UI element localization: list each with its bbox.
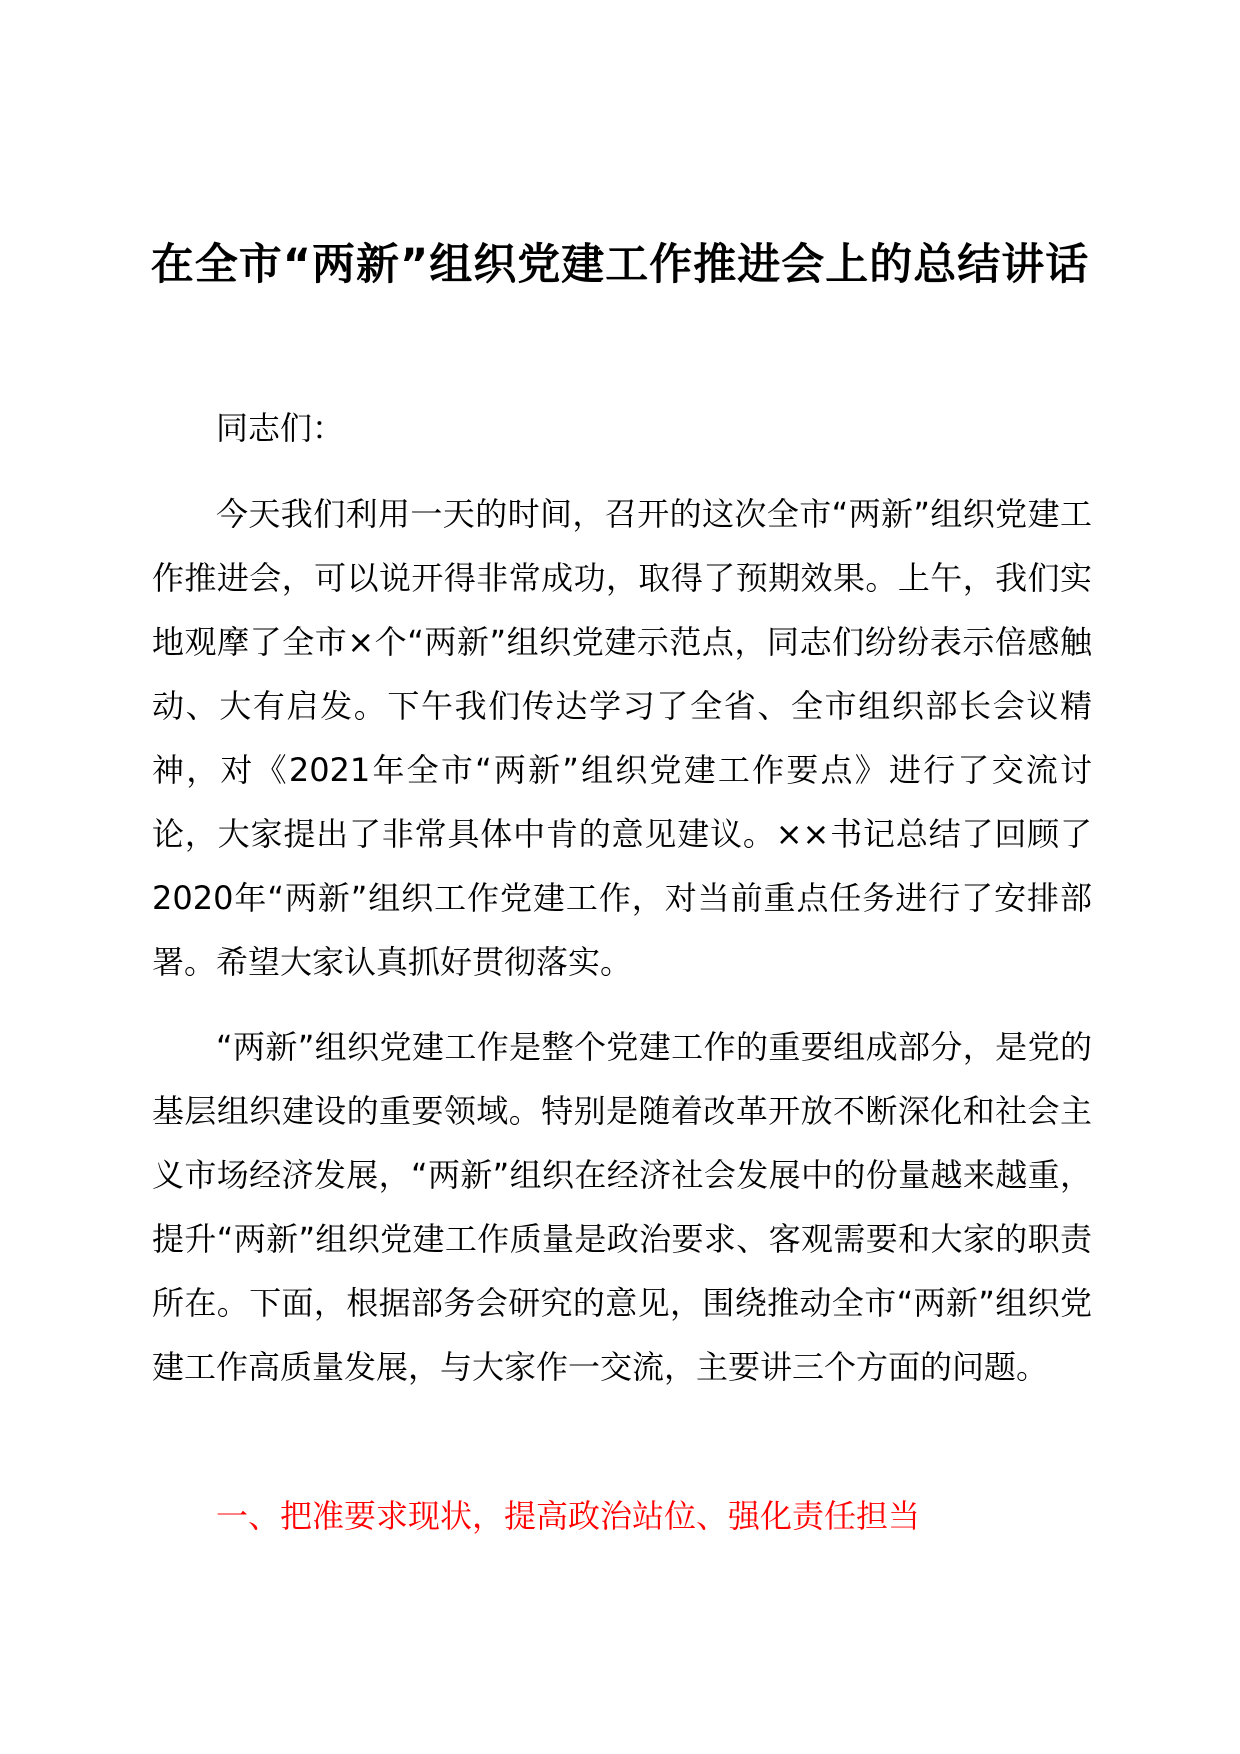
section-heading-1: 一、把准要求现状，提高政治站位、强化责任担当 — [216, 1497, 921, 1535]
paragraph-2: “两新”组织党建工作是整个党建工作的重要组成部分，是党的基层组织建设的重要领域。特别是随着改革开放不断深化和社会主义市场经济发展，“两新”组织在经济社会发展中的份量越来越重，提升“两新”组织党建工作质量是政治要求、客观需要和大家的职责所在。下面，根据部务会研究的意见，围绕推动全市“两新”组织党建工作高质量发展，与大家作一交流，主要讲三个方面的问题。 — [152, 1028, 1092, 1386]
document-title: 在全市“两新”组织党建工作推进会上的总结讲话 — [150, 240, 1090, 290]
salutation: 同志们： — [216, 409, 345, 447]
paragraph-1: 今天我们利用一天的时间，召开的这次全市“两新”组织党建工作推进会，可以说开得非常成功，取得了预期效果。上午，我们实地观摩了全市×个“两新”组织党建示范点，同志们纷纷表示倍感触动、大有启发。下午我们传达学习了全省、全市组织部长会议精神，对《2021年全市“两新”组织党建工作要点》进行了交流讨论，大家提出了非常具体中肯的意见建议。××书记总结了回顾了2020年“两新”组织工作党建工作，对当前重点任务进行了安排部署。希望大家认真抓好贯彻落实。 — [152, 495, 1092, 981]
